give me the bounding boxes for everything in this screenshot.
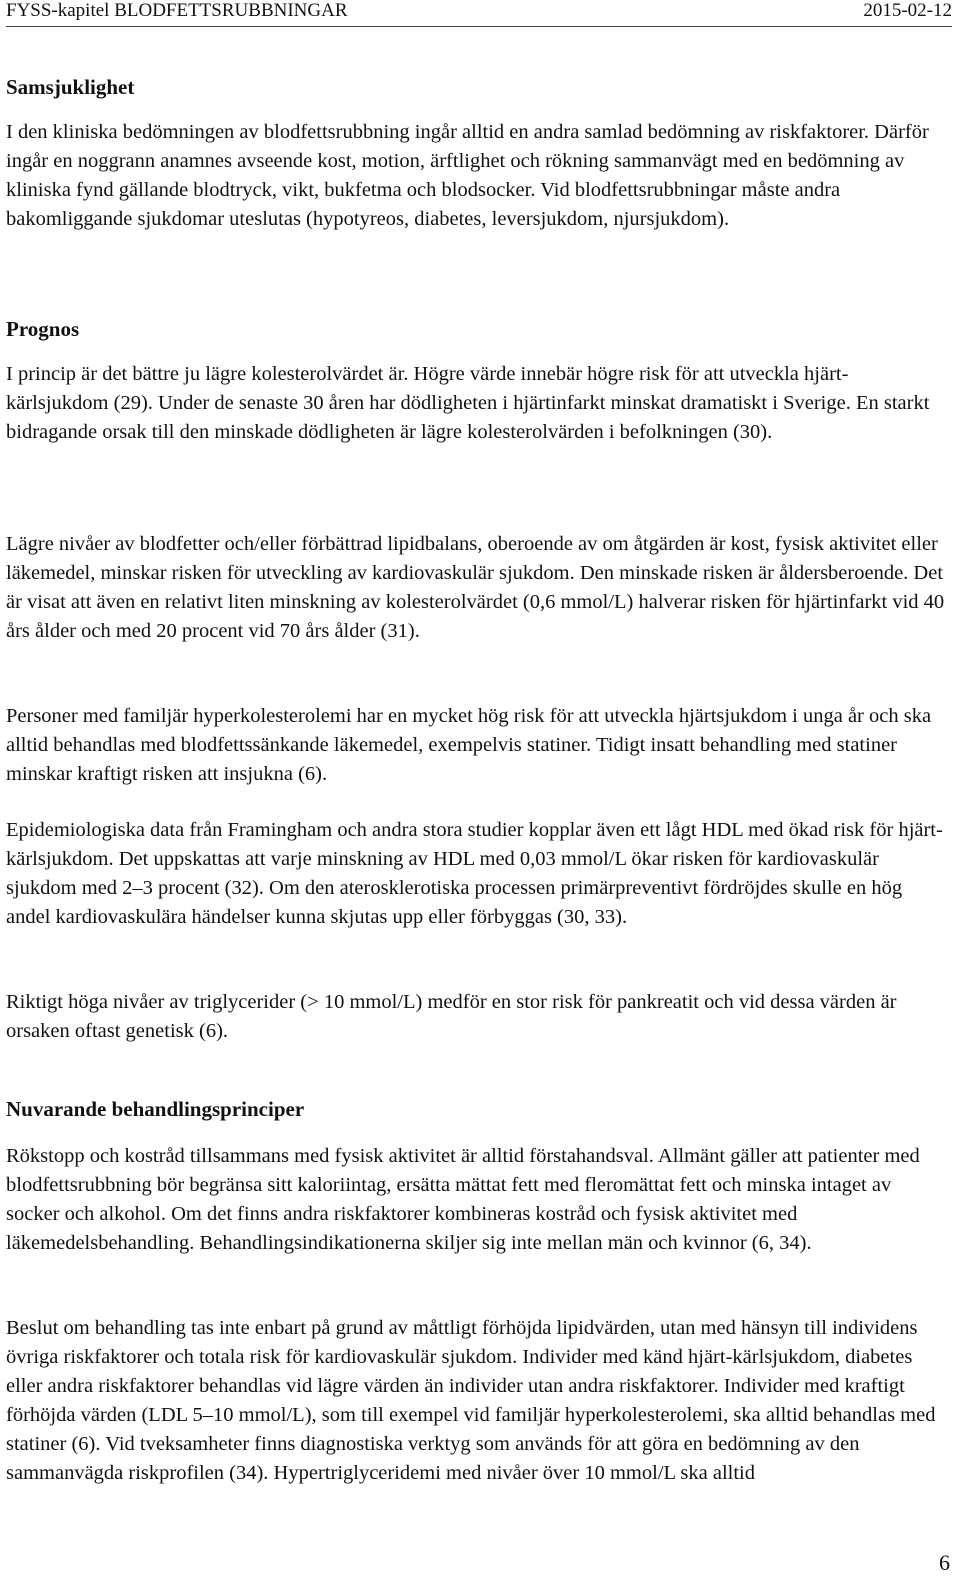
paragraph-prognos-2: Lägre nivåer av blodfetter och/eller förbättrad lipidbalans, oberoende av om åtgärden är kost, fysisk aktivitet eller läkemedel, minskar risken för utveckling av kardiovaskulär sjukdom. Den minskade risken är åldersberoende. Det är visat att även en relativt liten minskning av kolesterolvärdet (0,6 mmol/L) halverar risken för hjärtinfarkt vid 40 års ålder och med 20 procent vid 70 års ålder (31). <box>6 533 945 642</box>
paragraph-prognos-4: Epidemiologiska data från Framingham och andra stora studier kopplar även ett lågt HDL med ökad risk för hjärt-kärlsjukdom. Det uppskattas att varje minskning av HDL med 0,03 mmol/L ökar risken för kardiovaskulär sjukdom med 2–3 procent (32). Om den aterosklerotiska processen primärpreventivt fördröjdes skulle en hög andel kardiovaskulära händelser kunna skjutas upp eller förbyggas (30, 33). <box>6 819 943 928</box>
heading-samsjuklighet: Samsjuklighet <box>6 75 135 99</box>
page-header <box>6 0 952 27</box>
heading-behandlingsprinciper: Nuvarande behandlingsprinciper <box>6 1097 305 1121</box>
document-title: FYSS-kapitel BLODFETTSRUBBNINGAR <box>6 0 348 21</box>
document-date: 2015-02-12 <box>863 0 952 21</box>
paragraph-behandling-1: Rökstopp och kostråd tillsammans med fysisk aktivitet är alltid förstahandsval. Allmänt gäller att patienter med blodfettsrubbning bör begränsa sitt kaloriintag, ersätta mättat fett med fleromättat fett och minska intaget av socker och alkohol. Om det finns andra riskfaktorer kombineras kostråd och fysisk aktivitet med läkemedelsbehandling. Behandlingsindikationerna skiljer sig inte mellan män och kvinnor (6, 34). <box>6 1145 920 1254</box>
paragraph-samsjuklighet: I den kliniska bedömningen av blodfettsrubbning ingår alltid en andra samlad bedömning av riskfaktorer. Därför ingår en noggrann anamnes avseende kost, motion, ärftlighet och rökning sammanvägt med en bedömning av kliniska fynd gällande blodtryck, vikt, bukfetma och blodsocker. Vid blodfettsrubbningar måste andra bakomliggande sjukdomar uteslutas (hypotyreos, diabetes, leversjukdom, njursjukdom). <box>6 121 929 230</box>
paragraph-prognos-5: Riktigt höga nivåer av triglycerider (> 10 mmol/L) medför en stor risk för pankreatit och vid dessa värden är orsaken oftast genetisk (6). <box>6 991 897 1042</box>
heading-prognos: Prognos <box>6 317 80 341</box>
paragraph-prognos-3: Personer med familjär hyperkolesterolemi har en mycket hög risk för att utveckla hjärtsjukdom i unga år och ska alltid behandlas med blodfettssänkande läkemedel, exempelvis statiner. Tidigt insatt behandling med statiner minskar kraftigt risken att insjukna (6). <box>6 705 932 785</box>
paragraph-behandling-2: Beslut om behandling tas inte enbart på grund av måttligt förhöjda lipidvärden, utan med hänsyn till individens övriga riskfaktorer och totala risk för kardiovaskulär sjukdom. Individer med känd hjärt-kärlsjukdom, diabetes eller andra riskfaktorer behandlas vid lägre värden än individer utan andra riskfaktorer. Individer med kraftigt förhöjda värden (LDL 5–10 mmol/L), som till exempel vid familjär hyperkolesterolemi, ska alltid behandlas med statiner (6). Vid tveksamheter finns diagnostiska verktyg som används för att göra en bedömning av den sammanvägda riskprofilen (34). Hypertriglyceridemi med nivåer över 10 mmol/L ska alltid <box>6 1317 936 1484</box>
page-number: 6 <box>939 1550 950 1575</box>
paragraph-prognos-1: I princip är det bättre ju lägre kolesterolvärdet är. Högre värde innebär högre risk för att utveckla hjärt-kärlsjukdom (29). Under de senaste 30 åren har dödligheten i hjärtinfarkt minskat dramatiskt i Sverige. En starkt bidragande orsak till den minskade dödligheten är lägre kolesterolvärden i befolkningen (30). <box>6 363 930 443</box>
